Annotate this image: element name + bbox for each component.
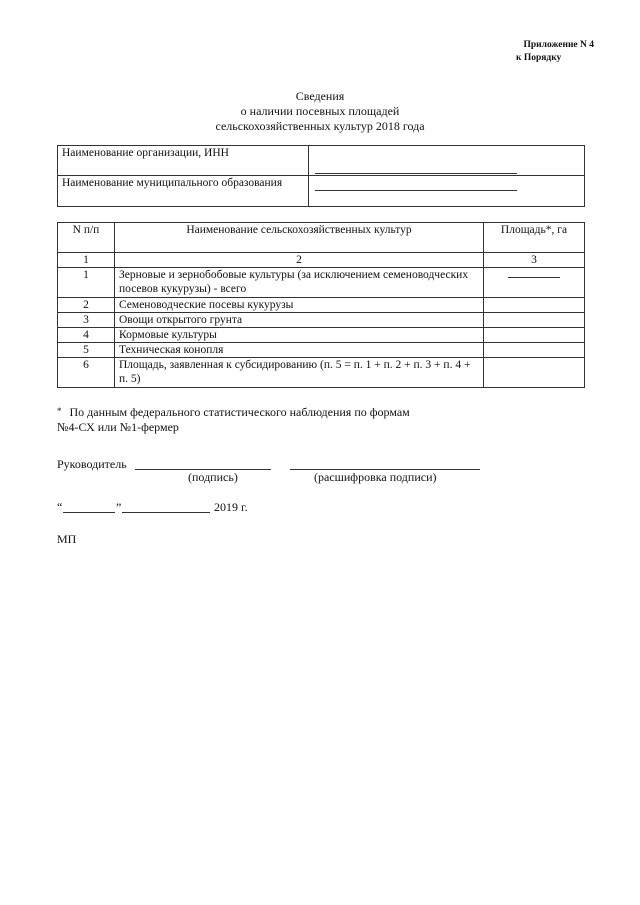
table-row	[58, 268, 585, 298]
date-year: 2019 г.	[214, 500, 248, 514]
document-heading	[0, 89, 640, 134]
municipality-line	[315, 190, 517, 191]
row-num: 1	[58, 268, 115, 298]
table-row	[58, 298, 585, 313]
footnote-text-1: По данным федерального статистического наблюдения по формам	[69, 405, 410, 419]
date-day-line[interactable]	[63, 512, 115, 513]
table-row	[58, 313, 585, 328]
row-num: 5	[58, 343, 115, 358]
signature-decode-caption: (расшифровка подписи)	[314, 470, 437, 484]
org-name-label: Наименование организации, ИНН	[58, 146, 309, 176]
document-title: Сведения	[295, 89, 345, 103]
row-area[interactable]	[484, 268, 585, 298]
row-num: 3	[58, 313, 115, 328]
col-number-2: 2	[115, 253, 484, 268]
row-area-line	[508, 277, 560, 278]
table-row	[58, 328, 585, 343]
stamp-place: МП	[57, 532, 77, 546]
header-name: Наименование сельскохозяйственных культур	[115, 223, 484, 253]
row-num: 6	[58, 358, 115, 388]
date-open-quote: “	[57, 500, 63, 514]
col-number-1: 1	[58, 253, 115, 268]
row-name: Площадь, заявленная к субсидированию (п. 5 = п. 1 + п. 2 + п. 3 + п. 4 + п. 5)	[115, 358, 484, 388]
date-month-line[interactable]	[122, 512, 210, 513]
row-area[interactable]	[484, 328, 585, 343]
appendix-label	[488, 39, 594, 65]
table-row	[58, 358, 585, 388]
signatory-label: Руководитель	[57, 457, 127, 471]
row-area[interactable]	[484, 343, 585, 358]
header-area: Площадь*, га	[484, 223, 585, 253]
row-name: Зерновые и зернобобовые культуры (за исключением семеноводческих посевов кукурузы) - всего	[115, 268, 484, 298]
appendix-number: Приложение N 4	[523, 40, 594, 50]
organization-table	[57, 145, 585, 207]
row-name: Овощи открытого грунта	[115, 313, 484, 328]
footnote-star: *	[57, 406, 62, 416]
municipality-value[interactable]	[309, 176, 585, 207]
document-subtitle-1: о наличии посевных площадей	[240, 104, 400, 118]
row-name: Техническая конопля	[115, 343, 484, 358]
appendix-ref: к Порядку	[516, 53, 562, 63]
row-name: Семеноводческие посевы кукурузы	[115, 298, 484, 313]
crops-table	[57, 222, 585, 388]
org-name-line	[315, 173, 517, 174]
municipality-label: Наименование муниципального образования	[58, 176, 309, 207]
header-num: N п/п	[58, 223, 115, 253]
row-num: 4	[58, 328, 115, 343]
document-subtitle-2: сельскохозяйственных культур 2018 года	[215, 119, 425, 133]
row-area[interactable]	[484, 298, 585, 313]
signature-caption: (подпись)	[188, 470, 238, 484]
org-name-value[interactable]	[309, 146, 585, 176]
row-name: Кормовые культуры	[115, 328, 484, 343]
table-row	[58, 343, 585, 358]
date-close-quote: ”	[116, 500, 122, 514]
col-number-3: 3	[484, 253, 585, 268]
footnote	[57, 404, 410, 435]
row-area[interactable]	[484, 313, 585, 328]
row-area[interactable]	[484, 358, 585, 388]
footnote-text-2: №4-СХ или №1-фермер	[57, 420, 179, 434]
row-num: 2	[58, 298, 115, 313]
